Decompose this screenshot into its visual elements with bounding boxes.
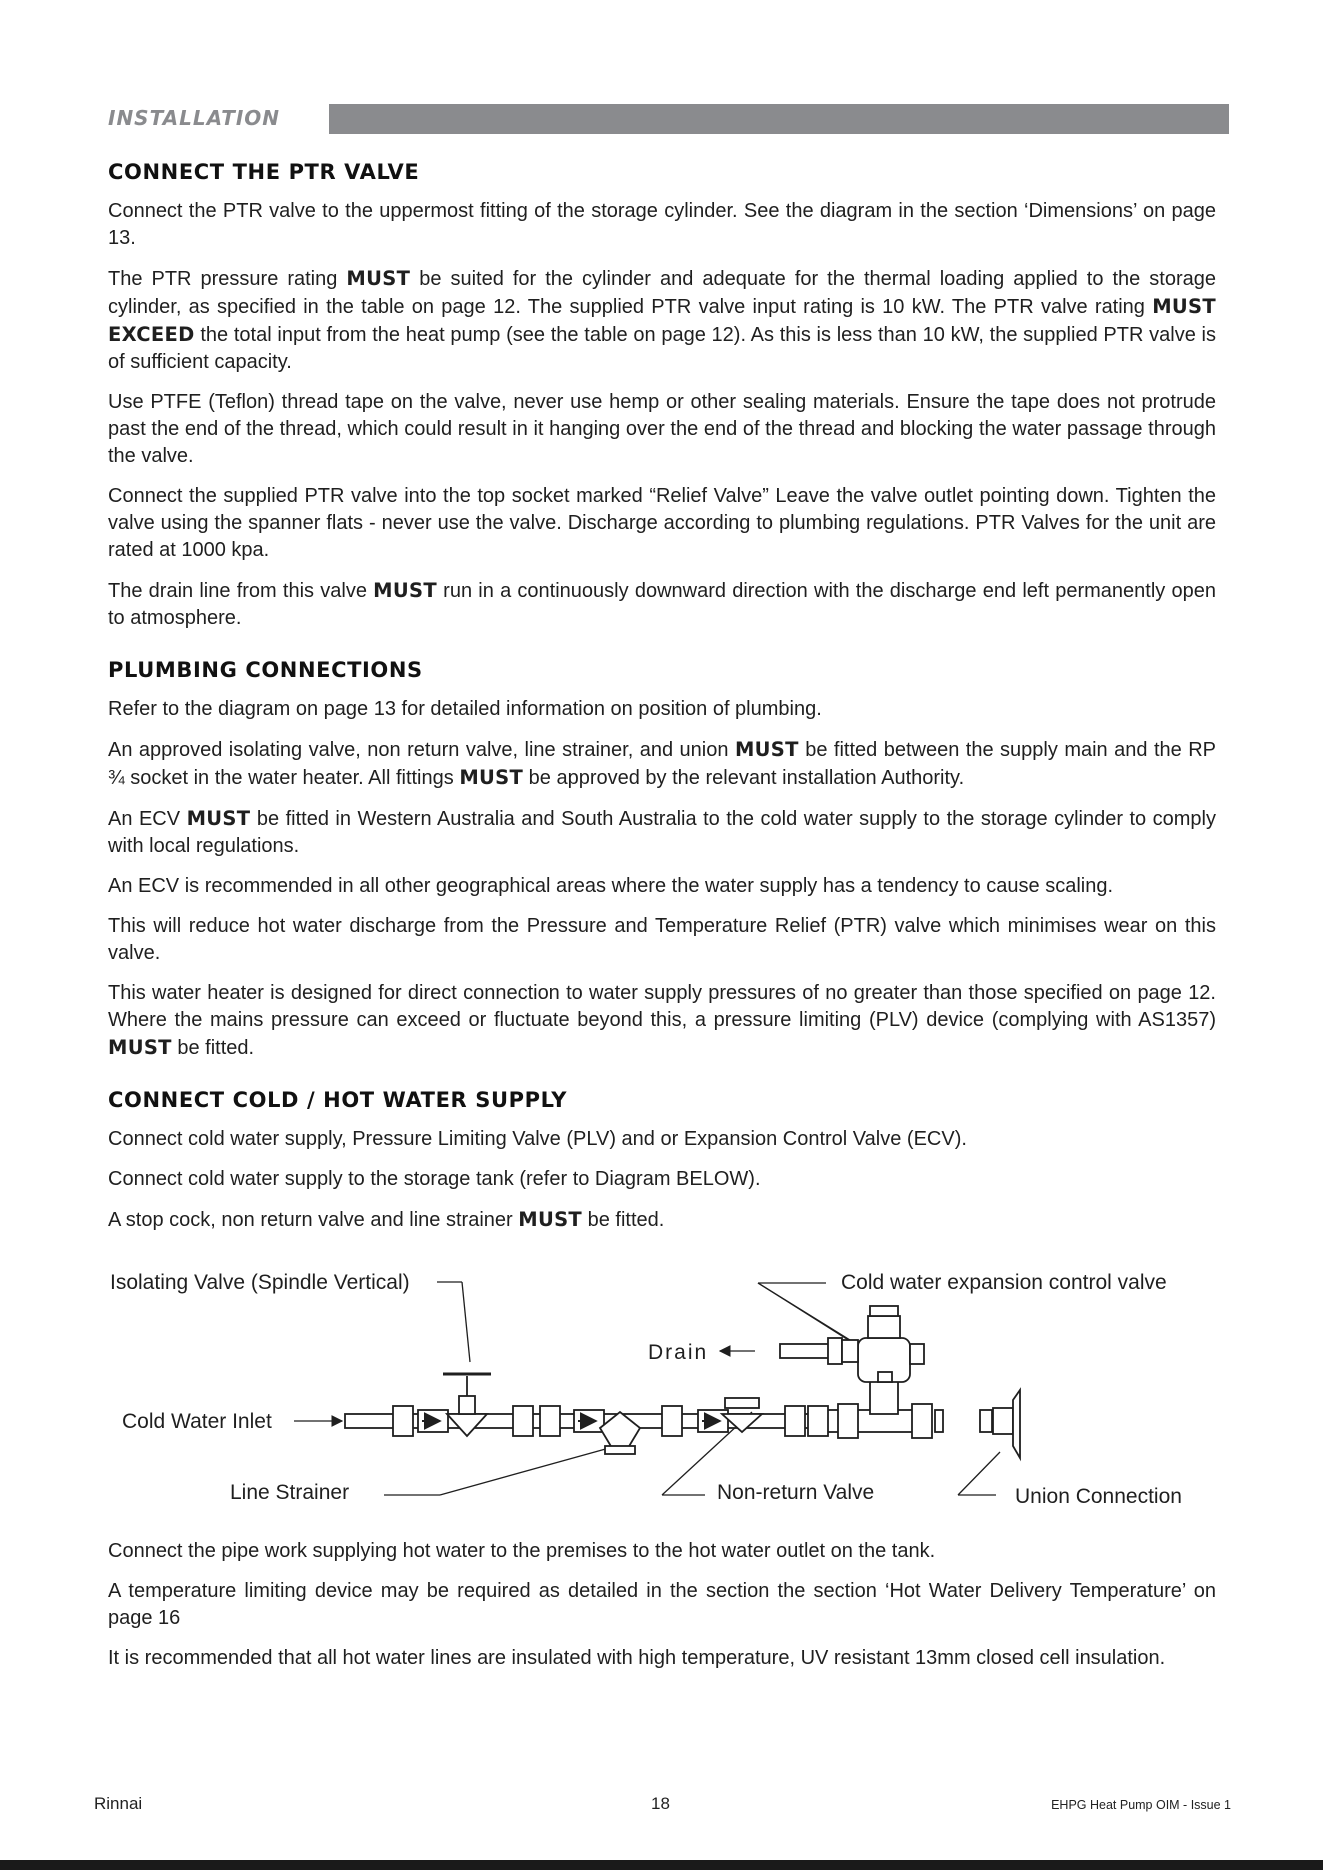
paragraph: An approved isolating valve, non return valve, line strainer, and union MUST be fitted between the supply main and the RP ¾ socket in the water heater. All fittings MUST be approved by the relevant installation Authority. [108, 738, 1216, 789]
paragraph: Use PTFE (Teflon) thread tape on the valve, never use hemp or other sealing materials. Ensure the tape does not protrude past the end of the thread, which could result in it hanging over the end of the thread and blocking the water passage through the valve. [108, 391, 1216, 467]
emphasis-must: MUST [346, 267, 411, 290]
plumbing-diagram-svg [0, 1255, 1323, 1525]
emphasis-must: MUST [108, 1036, 172, 1059]
label-line-strainer: Line Strainer [230, 1481, 350, 1504]
paragraph: Refer to the diagram on page 13 for detailed information on position of plumbing. [108, 698, 822, 720]
paragraph: Connect cold water supply to the storage tank (refer to Diagram BELOW). [108, 1168, 761, 1190]
paragraph: An ECV is recommended in all other geographical areas where the water supply has a tendency to cause scaling. [108, 875, 1114, 897]
footer-document-id: EHPG Heat Pump OIM - Issue 1 [1051, 1798, 1231, 1812]
paragraph: The drain line from this valve MUST run in a continuously downward direction with the discharge end left permanently open to atmosphere. [108, 579, 1216, 629]
paragraph: A temperature limiting device may be required as detailed in the section the section ‘Hot Water Delivery Temperature’ on page 16 [108, 1580, 1216, 1629]
bottom-edge [0, 1860, 1323, 1870]
paragraph: An ECV MUST be fitted in Western Australia and South Australia to the cold water supply to the storage cylinder to comply with local regulations. [108, 807, 1216, 857]
label-cold-water-inlet: Cold Water Inlet [122, 1410, 272, 1433]
paragraph: Connect the PTR valve to the uppermost fitting of the storage cylinder. See the diagram in the section ‘Dimensions’ on page 13. [108, 200, 1216, 249]
section-label: INSTALLATION [108, 106, 281, 130]
paragraph: Connect the supplied PTR valve into the top socket marked “Relief Valve” Leave the valve outlet pointing down. Tighten the valve using the spanner flats - never use the valve. Discharge according to plumbing regulations. PTR Valves for the unit are rated at 1000 kpa. [108, 485, 1216, 561]
label-drain: Drain [648, 1341, 709, 1364]
main-content [108, 160, 1216, 1247]
paragraph: The PTR pressure rating MUST be suited for the cylinder and adequate for the thermal loading applied to the storage cylinder, as specified in the table on page 12. The supplied PTR valve input rating is 10 kW. The PTR valve rating MUST EXCEED the total input from the heat pump (see the table on page 12). As this is less than 10 kW, the supplied PTR valve is of sufficient capacity. [108, 267, 1216, 373]
emphasis-must: MUST [186, 807, 251, 830]
label-expansion-valve: Cold water expansion control valve [841, 1271, 1167, 1294]
paragraph: This water heater is designed for direct connection to water supply pressures of no greater than those specified on page 12. Where the mains pressure can exceed or fluctuate beyond this, a pressure limiting (PLV) device (complying with AS1357) MUST be fitted. [108, 982, 1216, 1059]
emphasis-must-exceed: MUST EXCEED [108, 295, 1216, 346]
paragraph: Connect the pipe work supplying hot water to the premises to the hot water outlet on the tank. [108, 1540, 936, 1562]
label-isolating-valve: Isolating Valve (Spindle Vertical) [110, 1271, 410, 1294]
label-union-connection: Union Connection [1015, 1485, 1182, 1508]
hot-water-content [108, 1538, 1216, 1685]
paragraph: A stop cock, non return valve and line strainer MUST be fitted. [108, 1208, 665, 1231]
heading-connect-cold-hot-water: CONNECT COLD / HOT WATER SUPPLY [108, 1088, 568, 1112]
paragraph: It is recommended that all hot water lines are insulated with high temperature, UV resistant 13mm closed cell insulation. [108, 1647, 1166, 1669]
emphasis-must: MUST [734, 738, 799, 761]
pipe-assembly [345, 1306, 1020, 1458]
label-non-return-valve: Non-return Valve [717, 1481, 875, 1504]
header-bar [329, 104, 1229, 134]
footer-brand: Rinnai [94, 1794, 143, 1813]
emphasis-must: MUST [459, 766, 524, 789]
heading-plumbing-connections: PLUMBING CONNECTIONS [108, 658, 423, 682]
paragraph: Connect cold water supply, Pressure Limiting Valve (PLV) and or Expansion Control Valve (ECV). [108, 1128, 967, 1150]
heading-connect-ptr-valve: CONNECT THE PTR VALVE [108, 160, 420, 184]
emphasis-must: MUST [373, 579, 437, 602]
footer-page-number: 18 [651, 1794, 670, 1813]
emphasis-must: MUST [518, 1208, 583, 1231]
plumbing-diagram [0, 1255, 1323, 1525]
paragraph: This will reduce hot water discharge from the Pressure and Temperature Relief (PTR) valve which minimises wear on this valve. [108, 915, 1216, 964]
